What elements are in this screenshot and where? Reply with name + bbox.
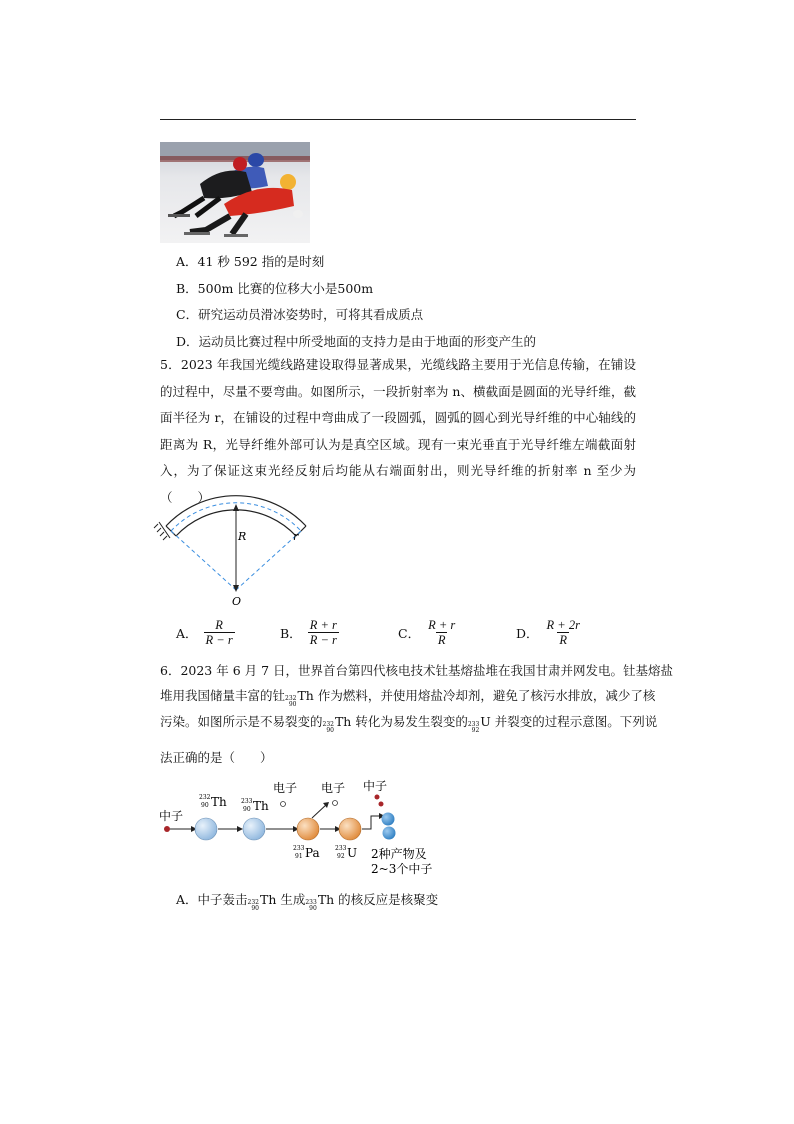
nuclide-th232-c xyxy=(248,900,260,912)
q5-option-a-fraction xyxy=(204,618,235,647)
nuclide-th232 xyxy=(285,696,297,708)
diagram-products-1: 2种产物及 xyxy=(371,847,427,861)
q5-option-d-den: R xyxy=(559,633,568,647)
diagram-th232-mass: 232 xyxy=(199,794,211,801)
q6-stem-3c: U 并裂变的过程示意图。下列说 xyxy=(480,714,658,729)
q5-option-d-num: R + 2r xyxy=(546,618,580,632)
nuclide-u233 xyxy=(468,722,480,734)
q6-stem-3b: Th 转化为易发生裂变的 xyxy=(334,714,468,729)
diagram-electron-2: 电子 xyxy=(321,781,346,795)
fig-label-r-big: R xyxy=(238,530,247,543)
diagram-th233: Th xyxy=(253,799,269,813)
q5-option-a-den: R − r xyxy=(205,633,233,647)
q6-stem-line-3 xyxy=(160,714,657,734)
nuclide-th232-mass: 232 xyxy=(285,695,297,702)
q6-stem-2a: 堆用我国储量丰富的钍 xyxy=(160,688,286,703)
diagram-pa233-mass: 233 xyxy=(293,845,305,852)
diagram-products-2: 2~3个中子 xyxy=(371,862,433,876)
diagram-u233: U xyxy=(347,846,358,860)
diagram-neutron-out: 中子 xyxy=(363,779,388,793)
nuclide-u233-mass: 233 xyxy=(467,721,480,728)
q4-option-d: D．运动员比赛过程中所受地面的支持力是由于地面的形变产生的 xyxy=(176,334,537,349)
q5-option-b-letter: B． xyxy=(280,625,302,641)
diagram-pa233-z: 91 xyxy=(295,853,303,860)
q5-option-d xyxy=(516,618,582,647)
diagram-u233-mass: 233 xyxy=(335,845,347,852)
nuclide-th233c-mass: 233 xyxy=(305,899,317,906)
nuclide-th232-z: 90 xyxy=(288,701,297,708)
nuclide-u233-z: 92 xyxy=(471,727,480,734)
q5-option-a xyxy=(176,618,235,647)
diagram-th232-z: 90 xyxy=(201,802,209,809)
q6-option-a xyxy=(176,892,438,912)
q6-option-a-text-1: A．中子轰击 xyxy=(176,892,248,907)
q6-option-a-text-3: Th 的核反应是核聚变 xyxy=(317,892,439,907)
diagram-pa233: Pa xyxy=(305,846,320,860)
fig-label-r-small: r xyxy=(293,530,299,543)
q5-option-a-letter: A． xyxy=(176,625,198,641)
nuclide-th232c-z: 90 xyxy=(251,905,259,912)
q5-option-b-num: R + r xyxy=(309,618,337,632)
q5-option-c-den: R xyxy=(437,633,446,647)
q5-stem: 5．2023 年我国光缆线路建设取得显著成果，光缆线路主要用于光信息传输，在铺设的过程中，尽量不要弯曲。如图所示，一段折射率为 n、横截面是圆面的光导纤维，截面半径为 r，在铺设的过程中弯曲成了一段圆弧，圆弧的圆心到光导纤维的中心轴线的距离为 R，光导纤维外部可认为是真空区域。现有一束光垂直于光导纤维左端截面射入，为了保证这束光经反射后均能从右端面射出，则光导纤维的折射率 n 至少为（ ） xyxy=(160,357,636,505)
q5-option-c xyxy=(398,618,457,647)
nuclide-th232-b xyxy=(323,722,335,734)
diagram-neutron-in: 中子 xyxy=(159,809,184,823)
nuclide-th233-c xyxy=(305,900,317,912)
nuclide-th232b-z: 90 xyxy=(326,727,334,734)
q5-option-b-fraction xyxy=(308,618,339,647)
q5-option-b-den: R − r xyxy=(309,633,337,647)
fig-label-o: O xyxy=(232,595,242,608)
q5-option-d-fraction xyxy=(545,618,582,647)
diagram-th233-mass: 233 xyxy=(241,798,253,805)
diagram-u233-z: 92 xyxy=(337,853,345,860)
q5-fiber-figure xyxy=(150,490,310,610)
q5-option-c-num: R + r xyxy=(428,618,456,632)
q6-stem-line-4: 法正确的是（ ） xyxy=(160,750,273,765)
header-rule xyxy=(160,119,636,120)
q4-option-a: A．41 秒 592 指的是时刻 xyxy=(176,254,325,269)
q5-option-c-letter: C． xyxy=(398,625,421,641)
diagram-th232: Th xyxy=(211,795,227,809)
nuclide-th233c-z: 90 xyxy=(309,905,317,912)
q6-fission-diagram xyxy=(155,776,455,880)
q4-option-b: B．500m 比赛的位移大小是500m xyxy=(176,281,374,296)
q6-stem-line-1: 6．2023 年 6 月 7 日，世界首台第四代核电技术钍基熔盐堆在我国甘肃并网发电。钍基熔盐 xyxy=(160,663,674,678)
nuclide-th232c-mass: 232 xyxy=(247,899,259,906)
q6-stem-3a: 污染。如图所示是不易裂变的 xyxy=(160,714,323,729)
q6-stem-2b: Th 作为燃料，并使用熔盐冷却剂，避免了核污水排放，减少了核 xyxy=(297,688,656,703)
q4-option-c: C．研究运动员滑冰姿势时，可将其看成质点 xyxy=(176,307,424,322)
speed-skating-photo xyxy=(160,142,310,243)
q5-option-a-num: R xyxy=(215,618,223,632)
q5-option-b xyxy=(280,618,339,647)
q5-option-d-letter: D． xyxy=(516,625,539,641)
diagram-electron-1: 电子 xyxy=(273,781,298,795)
q6-stem-line-2 xyxy=(160,688,655,708)
q5-option-c-fraction xyxy=(426,618,457,647)
nuclide-th232b-mass: 232 xyxy=(322,721,334,728)
diagram-th233-z: 90 xyxy=(243,806,251,813)
q6-option-a-text-2: Th 生成 xyxy=(259,892,306,907)
